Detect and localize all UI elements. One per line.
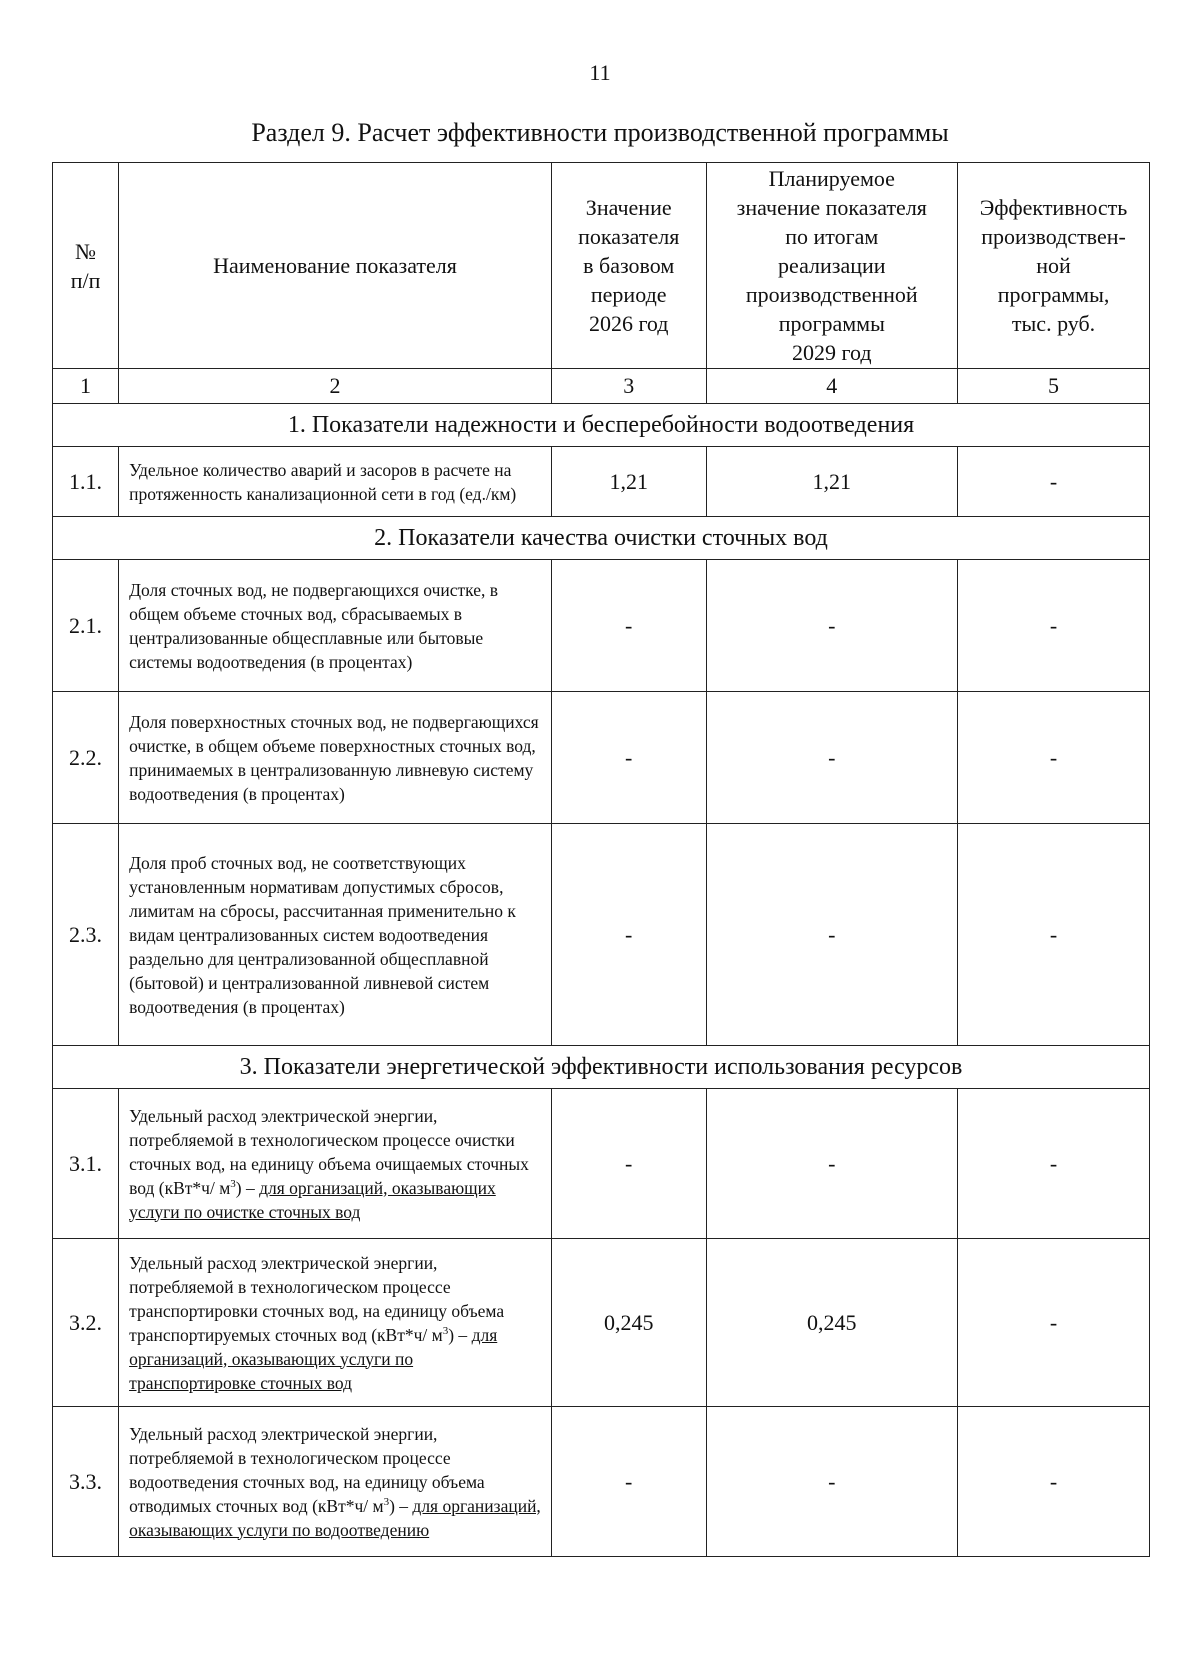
row-number: 3.3. xyxy=(53,1407,119,1557)
indicator-note: для организаций, оказывающих услуги по очистке сточных вод xyxy=(129,1177,496,1222)
row-number: 2.3. xyxy=(53,824,119,1046)
indicator-text: Удельный расход электрической энергии, потребляемой в технологическом процессе водоотведения сточных вод, на единицу объема отводимых сточных вод (кВт*ч/ м xyxy=(129,1423,485,1516)
header-base-line: периоде xyxy=(590,282,667,307)
header-num-line: № xyxy=(75,238,97,264)
header-planned-line: значение показателя xyxy=(736,195,927,220)
header-planned-line: 2029 год xyxy=(792,340,872,365)
row-number: 2.2. xyxy=(53,692,119,824)
header-planned xyxy=(706,163,958,369)
indicator-name: Доля сточных вод, не подвергающихся очистке, в общем объеме сточных вод, сбрасываемых в централизованные общесплавные или бытовые системы водоотведения (в процентах) xyxy=(119,560,552,692)
table-row xyxy=(53,692,1150,824)
table-header-row xyxy=(53,163,1150,369)
column-number: 4 xyxy=(706,369,958,404)
planned-value: - xyxy=(706,824,958,1046)
header-planned-line: программы xyxy=(778,311,885,336)
table-row xyxy=(53,560,1150,692)
efficiency-value: - xyxy=(958,824,1150,1046)
indicator-name: Доля поверхностных сточных вод, не подвергающихся очистке, в общем объеме поверхностных сточных вод, принимаемых в централизованную ливневую систему водоотведения (в процентах) xyxy=(119,692,552,824)
unit-superscript: 3 xyxy=(230,1177,236,1190)
indicator-text-after: ) – xyxy=(235,1177,260,1198)
row-number: 2.1. xyxy=(53,560,119,692)
table-row xyxy=(53,447,1150,517)
header-efficiency-line: Эффективность xyxy=(979,195,1128,220)
header-efficiency-line: программы, xyxy=(997,282,1110,307)
header-efficiency xyxy=(958,163,1150,369)
indicator-note: для организаций, оказывающих услуги по транспортировке сточных вод xyxy=(129,1324,498,1393)
planned-value: - xyxy=(706,1089,958,1239)
efficiency-table xyxy=(52,162,1150,1557)
base-value: - xyxy=(551,1089,706,1239)
indicator-note: для организаций, оказывающих услуги по водоотведению xyxy=(129,1495,541,1540)
indicator-name xyxy=(119,1407,552,1557)
header-planned-line: по итогам xyxy=(785,224,879,249)
page-number: 11 xyxy=(589,60,611,85)
indicator-text: Удельный расход электрической энергии, потребляемой в технологическом процессе очистки сточных вод, на единицу объема очищаемых сточных вод (кВт*ч/ м xyxy=(129,1105,529,1198)
base-value: - xyxy=(551,560,706,692)
unit-superscript: 3 xyxy=(442,1324,449,1337)
header-base-line: 2026 год xyxy=(588,311,669,336)
group-title: 3. Показатели энергетической эффективности использования ресурсов xyxy=(53,1046,1150,1089)
row-number: 3.1. xyxy=(53,1089,119,1239)
efficiency-value: - xyxy=(958,1239,1150,1407)
unit-superscript: 3 xyxy=(383,1495,390,1508)
header-planned-line: производственной xyxy=(745,282,918,307)
indicator-text-after: ) – xyxy=(389,1495,413,1516)
table-row xyxy=(53,1089,1150,1239)
base-value: 0,245 xyxy=(551,1239,706,1407)
header-base-line: в базовом xyxy=(583,253,675,278)
header-num-line: п/п xyxy=(70,267,101,293)
table-row xyxy=(53,824,1150,1046)
group-row xyxy=(53,404,1150,447)
group-row xyxy=(53,1046,1150,1089)
header-name: Наименование показателя xyxy=(119,163,552,369)
base-value: - xyxy=(551,692,706,824)
header-base-line: Значение xyxy=(585,195,672,220)
row-number: 1.1. xyxy=(53,447,119,517)
indicator-name xyxy=(119,1239,552,1407)
header-planned-line: Планируемое xyxy=(768,166,895,191)
planned-value: - xyxy=(706,692,958,824)
base-value: 1,21 xyxy=(551,447,706,517)
table-row xyxy=(53,1407,1150,1557)
efficiency-value: - xyxy=(958,1089,1150,1239)
header-efficiency-line: ной xyxy=(1036,253,1071,278)
header-efficiency-line: тыс. руб. xyxy=(1011,311,1096,336)
efficiency-value: - xyxy=(958,560,1150,692)
group-title: 1. Показатели надежности и бесперебойности водоотведения xyxy=(53,404,1150,447)
planned-value: - xyxy=(706,1407,958,1557)
efficiency-value: - xyxy=(958,1407,1150,1557)
header-planned-line: реализации xyxy=(778,253,886,278)
planned-value: 1,21 xyxy=(706,447,958,517)
group-title: 2. Показатели качества очистки сточных вод xyxy=(53,517,1150,560)
table-row xyxy=(53,1239,1150,1407)
row-number: 3.2. xyxy=(53,1239,119,1407)
indicator-text: Удельный расход электрической энергии, потребляемой в технологическом процессе транспортировки сточных вод, на единицу объема транспортируемых сточных вод (кВт*ч/ м xyxy=(129,1252,505,1345)
planned-value: - xyxy=(706,560,958,692)
column-number: 2 xyxy=(119,369,552,404)
column-numbers-row xyxy=(53,369,1150,404)
indicator-name: Удельное количество аварий и засоров в расчете на протяженность канализационной сети в год (ед./км) xyxy=(119,447,552,517)
planned-value: 0,245 xyxy=(706,1239,958,1407)
header-efficiency-line: производствен- xyxy=(981,224,1126,249)
header-base xyxy=(551,163,706,369)
indicator-name: Доля проб сточных вод, не соответствующих установленным нормативам допустимых сбросов, лимитам на сбросы, рассчитанная применительно к видам централизованных систем водоотведения раздельно для централизованной общесплавной (бытовой) и централизованной ливневой систем водоотведения (в процентах) xyxy=(119,824,552,1046)
column-number: 1 xyxy=(53,369,119,404)
group-row xyxy=(53,517,1150,560)
header-base-line: показателя xyxy=(578,224,680,249)
efficiency-value: - xyxy=(958,447,1150,517)
base-value: - xyxy=(551,824,706,1046)
header-num xyxy=(53,163,119,369)
indicator-text-after: ) – xyxy=(448,1324,472,1345)
efficiency-value: - xyxy=(958,692,1150,824)
column-number: 5 xyxy=(958,369,1150,404)
indicator-name xyxy=(119,1089,552,1239)
base-value: - xyxy=(551,1407,706,1557)
column-number: 3 xyxy=(551,369,706,404)
section-title: Раздел 9. Расчет эффективности производственной программы xyxy=(251,118,949,147)
